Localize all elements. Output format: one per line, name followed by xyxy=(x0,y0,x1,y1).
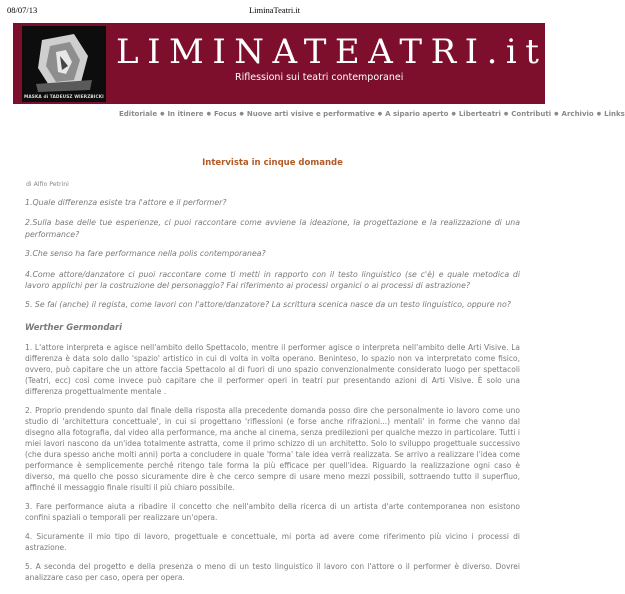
article-body xyxy=(25,158,520,591)
nav-separator: ● xyxy=(554,111,559,117)
mask-photo xyxy=(22,26,106,102)
site-banner xyxy=(13,23,548,104)
nav-item-liberteatri[interactable]: Liberteatri xyxy=(458,110,501,118)
main-nav xyxy=(119,110,625,118)
nav-separator: ● xyxy=(596,111,602,117)
question-2: 2.Sulla base delle tue esperienze, ci puoi raccontare come avviene la ideazione, la progettazione e la realizzazione di una performance? xyxy=(25,218,520,239)
nav-separator: ● xyxy=(206,111,211,117)
nav-item-in-itinere[interactable]: In itinere xyxy=(167,110,204,118)
answer-3: 3. Fare performance aiuta a ribadire il concetto che nell'ambito della ricerca di un artista d'arte contemporanea non esistono confini spaziali o temporali per realizzare un'opera. xyxy=(25,501,520,522)
nav-item-archivio[interactable]: Archivio xyxy=(561,110,594,118)
nav-item-contributi[interactable]: Contributi xyxy=(511,110,552,118)
print-date: 08/07/13 xyxy=(7,5,38,15)
nav-separator: ● xyxy=(160,111,165,117)
article-title: Intervista in cinque domande xyxy=(202,158,343,168)
answer-4: 4. Sicuramente il mio tipo di lavoro, progettuale e concettuale, mi porta ad avere come riferimento più vicino i processi di astrazione. xyxy=(25,531,520,552)
nav-item-editoriale[interactable]: Editoriale xyxy=(119,110,158,118)
nav-separator: ● xyxy=(377,111,383,117)
answer-5: 5. A seconda del progetto e della presenza o meno di un testo linguistico il lavoro con l'attore o il performer è diverso. Dovrei analizzare caso per caso, opera per opera. xyxy=(25,561,520,582)
print-page-title: LiminaTeatri.it xyxy=(248,5,301,15)
nav-item-links[interactable]: Links xyxy=(604,110,625,118)
nav-separator: ● xyxy=(451,111,456,117)
question-5: 5. Se fai (anche) il regista, come lavori con l'attore/danzatore? La scrittura scenica nasce da un testo linguistico, oppure no? xyxy=(25,300,511,310)
nav-item-focus[interactable]: Focus xyxy=(213,110,237,118)
respondent-name: Werther Germondari xyxy=(25,321,122,332)
photo-caption: MASKA di TADEUSZ WIERZBICKI xyxy=(24,95,104,100)
question-4: 4.Come attore/danzatore ci puoi raccontare come ti metti in rapporto con il testo linguistico (se c'è) e quale metodica di lavoro applichi per la costruzione del personaggio? Fai riferimento ai processi organici o ai processi di astrazione? xyxy=(25,269,520,291)
mask-sculpture-image xyxy=(22,26,106,102)
article-author: di Alfio Petrini xyxy=(26,181,69,188)
nav-separator: ● xyxy=(239,111,244,117)
nav-item-a-sipario-aperto[interactable]: A sipario aperto xyxy=(385,110,449,118)
question-3: 3.Che senso ha fare performance nella polis contemporanea? xyxy=(25,249,266,259)
answer-2: 2. Proprio prendendo spunto dal finale della risposta alla precedente domanda posso dire che personalmente io lavoro come uno studio di 'architettura concettuale', in cui si progettano 'riflessioni (e forse anche rifrazioni...) mentali' in forme che vanno dal disegno alla fotografia, dal video alla performance, ma anche al cinema, senza predilezioni per qualche mezzo in particolare. Tutti i miei lavori nascono da un'idea totalmente astratta, come il primo schizzo di un architetto. Solo lo sviluppo progettuale successivo (che dura spesso anche molti anni) porta a concludere in quale 'forma' tale idea verrà realizzata. Se arrivo a realizzare l'idea come performance è semplicemente perché ritengo tale forma la più efficace per quell'idea. Riguardo la realizzazione ogni caso è diverso, ma quello che posso sicuramente dire è che cerco sempre di usare meno mezzi possibili, sottraendo tutto il superfluo, affinché il messaggio finale risulti il più chiaro possibile. xyxy=(25,405,520,492)
question-1: 1.Quale differenza esiste tra l'attore e il performer? xyxy=(25,198,227,207)
nav-separator: ● xyxy=(503,111,509,117)
nav-item-nuove-arti[interactable]: Nuove arti visive e performative xyxy=(246,110,375,118)
site-logo[interactable]: LIMINATEATRI.it xyxy=(116,32,548,72)
answer-1: 1. L'attore interpreta e agisce nell'ambito dello Spettacolo, mentre il performer agisce o interpreta nell'ambito delle Arti Visive. La differenza è data solo dallo 'spazio' artistico in cui di volta in volta operano. Beninteso, lo spazio non va interpretato come fisico, ovvero, può capitare che un attore faccia Spettacolo al di fuori di uno spazio convenzionalmente considerato luogo per spettacoli (Teatri, ecc) così come invece può capitare che il performer operi in teatri pur presentando azioni di Arti Visive. È solo una differenza progettualmente mentale . xyxy=(25,342,520,396)
site-tagline: Riflessioni sui teatri contemporanei xyxy=(235,72,404,83)
